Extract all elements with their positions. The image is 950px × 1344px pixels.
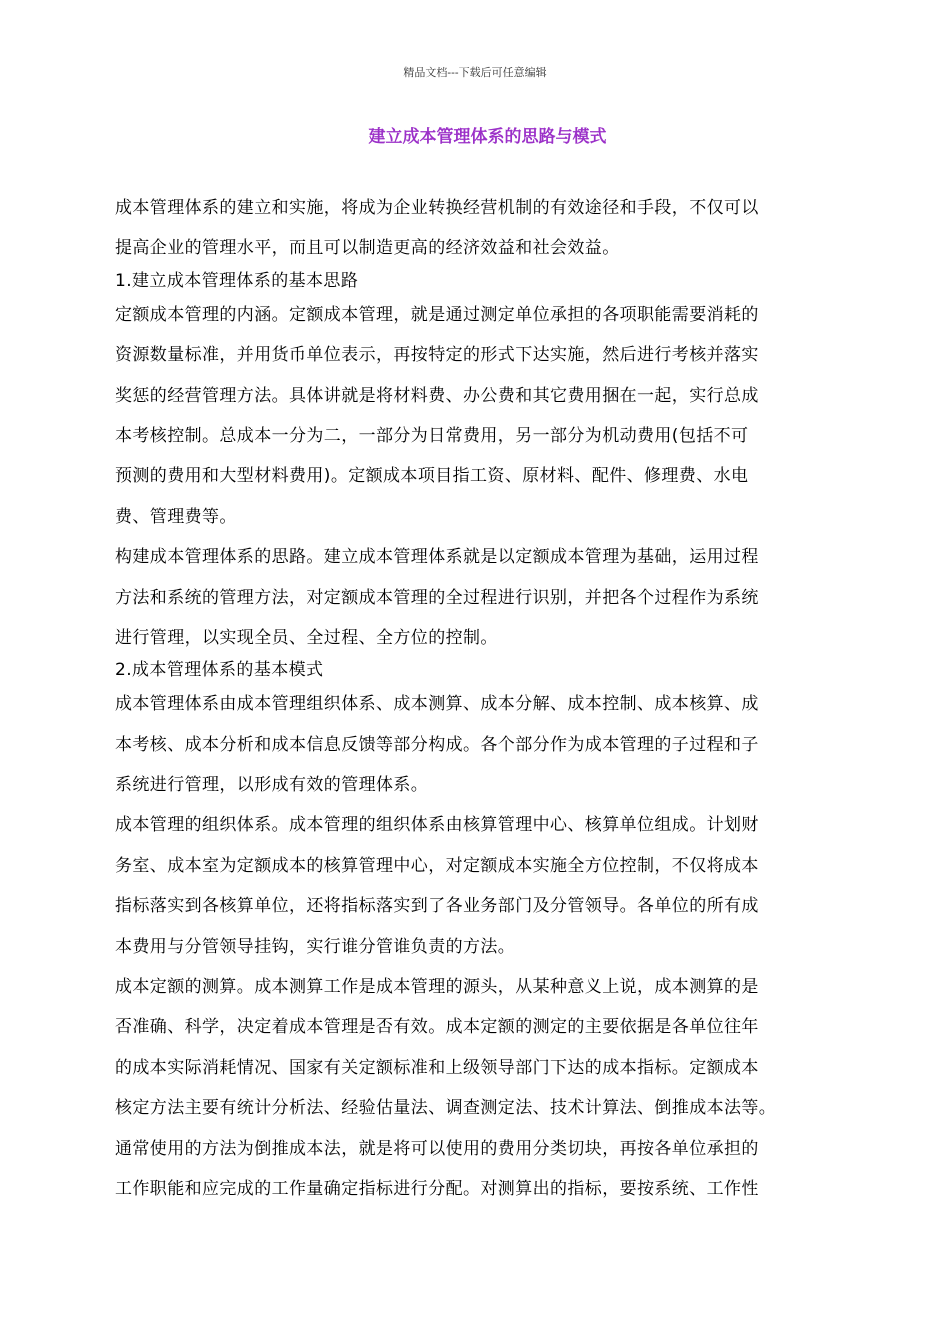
text-line: 费、管理费等。 <box>115 506 237 527</box>
text-line: 本考核控制。总成本一分为二，一部分为日常费用，另一部分为机动费用(包括不可 <box>115 425 749 446</box>
text-line: 务室、成本室为定额成本的核算管理中心，对定额成本实施全方位控制，不仅将成本 <box>115 855 759 876</box>
text-line: 本考核、成本分析和成本信息反馈等部分构成。各个部分作为成本管理的子过程和子 <box>115 734 759 755</box>
text-line: 提高企业的管理水平，而且可以制造更高的经济效益和社会效益。 <box>115 238 620 259</box>
text-line: 本费用与分管领导挂钩，实行谁分管谁负责的方法。 <box>115 936 516 957</box>
text-line: 成本管理体系由成本管理组织体系、成本测算、成本分解、成本控制、成本核算、成 <box>115 694 759 715</box>
text-line: 核定方法主要有统计分析法、经验估量法、调查测定法、技术计算法、倒推成本法等。 <box>115 1098 777 1119</box>
text-line: 通常使用的方法为倒推成本法，就是将可以使用的费用分类切块，再按各单位承担的 <box>115 1138 759 1159</box>
text-line: 的成本实际消耗情况、国家有关定额标准和上级领导部门下达的成本指标。定额成本 <box>115 1057 759 1078</box>
section-heading: 1.建立成本管理体系的基本思路 <box>115 270 359 291</box>
text-line: 进行管理，以实现全员、全过程、全方位的控制。 <box>115 627 498 648</box>
text-line: 工作职能和应完成的工作量确定指标进行分配。对测算出的指标，要按系统、工作性 <box>115 1178 759 1199</box>
text-line: 方法和系统的管理方法，对定额成本管理的全过程进行识别，并把各个过程作为系统 <box>115 587 759 608</box>
text-line: 构建成本管理体系的思路。建立成本管理体系就是以定额成本管理为基础，运用过程 <box>115 547 759 568</box>
document-title: 建立成本管理体系的思路与模式 <box>368 127 607 147</box>
text-line: 奖惩的经营管理方法。具体讲就是将材料费、办公费和其它费用捆在一起，实行总成 <box>115 385 759 406</box>
section-heading: 2.成本管理体系的基本模式 <box>115 660 324 681</box>
text-line: 定额成本管理的内涵。定额成本管理，就是通过测定单位承担的各项职能需要消耗的 <box>115 304 759 325</box>
text-line: 成本管理体系的建立和实施，将成为企业转换经营机制的有效途径和手段，不仅可以 <box>115 198 759 218</box>
document-body <box>115 188 875 1209</box>
text-line: 成本管理的组织体系。成本管理的组织体系由核算管理中心、核算单位组成。计划财 <box>115 815 759 836</box>
text-line: 指标落实到各核算单位，还将指标落实到了各业务部门及分管领导。各单位的所有成 <box>115 896 759 917</box>
text-line: 否准确、科学，决定着成本管理是否有效。成本定额的测定的主要依据是各单位往年 <box>115 1017 759 1038</box>
text-line: 系统进行管理，以形成有效的管理体系。 <box>115 775 429 796</box>
page-header-note: 精品文档---下载后可任意编辑 <box>403 66 547 79</box>
text-line: 成本定额的测算。成本测算工作是成本管理的源头，从某种意义上说，成本测算的是 <box>115 977 759 998</box>
text-line: 资源数量标准，并用货币单位表示，再按特定的形式下达实施，然后进行考核并落实 <box>115 345 759 366</box>
text-line: 预测的费用和大型材料费用)。定额成本项目指工资、原材料、配件、修理费、水电 <box>115 466 749 487</box>
